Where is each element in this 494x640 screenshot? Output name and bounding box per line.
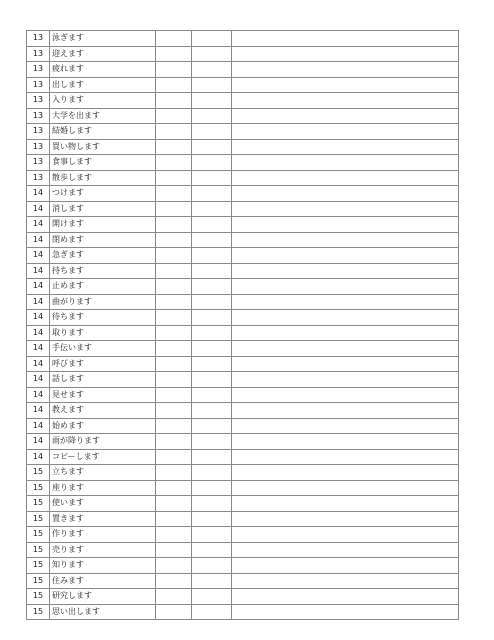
lesson-number-cell: 15	[27, 465, 50, 481]
table-row	[27, 93, 459, 109]
lesson-number-cell: 13	[27, 139, 50, 155]
blank-answer-cell-1	[156, 31, 192, 47]
lesson-number-cell: 14	[27, 217, 50, 233]
blank-answer-cell-3	[232, 155, 459, 171]
blank-answer-cell-3	[232, 604, 459, 620]
table-row	[27, 62, 459, 78]
table-row	[27, 263, 459, 279]
blank-answer-cell-2	[192, 170, 232, 186]
blank-answer-cell-1	[156, 310, 192, 326]
blank-answer-cell-2	[192, 387, 232, 403]
table-row	[27, 527, 459, 543]
blank-answer-cell-3	[232, 232, 459, 248]
lesson-number-cell: 13	[27, 170, 50, 186]
vocab-word-cell: 大学を出ます	[50, 108, 156, 124]
blank-answer-cell-2	[192, 139, 232, 155]
vocab-word-cell: 雨が降ります	[50, 434, 156, 450]
blank-answer-cell-1	[156, 93, 192, 109]
blank-answer-cell-3	[232, 325, 459, 341]
lesson-number-cell: 14	[27, 434, 50, 450]
blank-answer-cell-1	[156, 46, 192, 62]
vocab-word-cell: つけます	[50, 186, 156, 202]
table-row	[27, 77, 459, 93]
blank-answer-cell-1	[156, 108, 192, 124]
vocab-word-cell: 立ちます	[50, 465, 156, 481]
table-row	[27, 248, 459, 264]
blank-answer-cell-1	[156, 356, 192, 372]
blank-answer-cell-2	[192, 341, 232, 357]
blank-answer-cell-1	[156, 372, 192, 388]
blank-answer-cell-3	[232, 372, 459, 388]
blank-answer-cell-3	[232, 139, 459, 155]
blank-answer-cell-1	[156, 465, 192, 481]
blank-answer-cell-3	[232, 434, 459, 450]
blank-answer-cell-2	[192, 372, 232, 388]
vocab-word-cell: 置きます	[50, 511, 156, 527]
blank-answer-cell-1	[156, 434, 192, 450]
blank-answer-cell-3	[232, 201, 459, 217]
lesson-number-cell: 14	[27, 341, 50, 357]
blank-answer-cell-3	[232, 480, 459, 496]
blank-answer-cell-3	[232, 418, 459, 434]
table-row	[27, 558, 459, 574]
blank-answer-cell-3	[232, 356, 459, 372]
blank-answer-cell-2	[192, 279, 232, 295]
blank-answer-cell-1	[156, 527, 192, 543]
blank-answer-cell-2	[192, 434, 232, 450]
vocab-word-cell: 取ります	[50, 325, 156, 341]
lesson-number-cell: 13	[27, 124, 50, 140]
lesson-number-cell: 15	[27, 589, 50, 605]
table-row	[27, 465, 459, 481]
blank-answer-cell-2	[192, 232, 232, 248]
table-row	[27, 108, 459, 124]
lesson-number-cell: 15	[27, 527, 50, 543]
blank-answer-cell-2	[192, 527, 232, 543]
lesson-number-cell: 14	[27, 449, 50, 465]
blank-answer-cell-3	[232, 248, 459, 264]
lesson-number-cell: 13	[27, 62, 50, 78]
blank-answer-cell-1	[156, 403, 192, 419]
lesson-number-cell: 13	[27, 46, 50, 62]
lesson-number-cell: 13	[27, 31, 50, 47]
blank-answer-cell-3	[232, 341, 459, 357]
vocab-word-cell: 使います	[50, 496, 156, 512]
lesson-number-cell: 14	[27, 294, 50, 310]
blank-answer-cell-2	[192, 294, 232, 310]
blank-answer-cell-3	[232, 263, 459, 279]
vocab-word-cell: 話します	[50, 372, 156, 388]
blank-answer-cell-2	[192, 186, 232, 202]
vocab-word-cell: 持ちます	[50, 263, 156, 279]
table-row	[27, 589, 459, 605]
blank-answer-cell-1	[156, 449, 192, 465]
blank-answer-cell-3	[232, 46, 459, 62]
blank-answer-cell-2	[192, 418, 232, 434]
vocab-word-cell: 止めます	[50, 279, 156, 295]
blank-answer-cell-1	[156, 511, 192, 527]
lesson-number-cell: 13	[27, 155, 50, 171]
blank-answer-cell-2	[192, 263, 232, 279]
blank-answer-cell-1	[156, 589, 192, 605]
blank-answer-cell-3	[232, 511, 459, 527]
blank-answer-cell-1	[156, 186, 192, 202]
vocab-word-cell: 消します	[50, 201, 156, 217]
vocab-word-cell: 思い出します	[50, 604, 156, 620]
blank-answer-cell-1	[156, 263, 192, 279]
blank-answer-cell-3	[232, 542, 459, 558]
blank-answer-cell-3	[232, 573, 459, 589]
vocab-word-cell: 作ります	[50, 527, 156, 543]
table-row	[27, 186, 459, 202]
blank-answer-cell-3	[232, 589, 459, 605]
blank-answer-cell-3	[232, 310, 459, 326]
vocab-word-cell: 教えます	[50, 403, 156, 419]
blank-answer-cell-3	[232, 496, 459, 512]
table-row	[27, 387, 459, 403]
blank-answer-cell-1	[156, 542, 192, 558]
blank-answer-cell-1	[156, 217, 192, 233]
table-row	[27, 294, 459, 310]
blank-answer-cell-1	[156, 170, 192, 186]
blank-answer-cell-2	[192, 31, 232, 47]
vocab-word-cell: 結婚します	[50, 124, 156, 140]
vocab-word-cell: 開けます	[50, 217, 156, 233]
blank-answer-cell-1	[156, 387, 192, 403]
table-row	[27, 356, 459, 372]
blank-answer-cell-2	[192, 511, 232, 527]
lesson-number-cell: 13	[27, 93, 50, 109]
vocab-word-cell: 泳ぎます	[50, 31, 156, 47]
lesson-number-cell: 13	[27, 77, 50, 93]
blank-answer-cell-2	[192, 325, 232, 341]
lesson-number-cell: 14	[27, 325, 50, 341]
blank-answer-cell-2	[192, 465, 232, 481]
table-row	[27, 573, 459, 589]
lesson-number-cell: 14	[27, 232, 50, 248]
blank-answer-cell-1	[156, 496, 192, 512]
lesson-number-cell: 14	[27, 387, 50, 403]
table-row	[27, 403, 459, 419]
blank-answer-cell-1	[156, 201, 192, 217]
blank-answer-cell-1	[156, 248, 192, 264]
blank-answer-cell-3	[232, 62, 459, 78]
lesson-number-cell: 14	[27, 201, 50, 217]
table-row	[27, 325, 459, 341]
blank-answer-cell-1	[156, 77, 192, 93]
table-row	[27, 217, 459, 233]
blank-answer-cell-1	[156, 325, 192, 341]
blank-answer-cell-2	[192, 558, 232, 574]
blank-answer-cell-2	[192, 93, 232, 109]
blank-answer-cell-3	[232, 31, 459, 47]
blank-answer-cell-1	[156, 573, 192, 589]
blank-answer-cell-1	[156, 124, 192, 140]
lesson-number-cell: 15	[27, 480, 50, 496]
blank-answer-cell-2	[192, 46, 232, 62]
blank-answer-cell-2	[192, 217, 232, 233]
blank-answer-cell-2	[192, 155, 232, 171]
blank-answer-cell-2	[192, 449, 232, 465]
vocab-word-cell: コピーします	[50, 449, 156, 465]
blank-answer-cell-2	[192, 542, 232, 558]
blank-answer-cell-3	[232, 558, 459, 574]
lesson-number-cell: 14	[27, 279, 50, 295]
lesson-number-cell: 15	[27, 604, 50, 620]
blank-answer-cell-3	[232, 124, 459, 140]
vocab-word-cell: 売ります	[50, 542, 156, 558]
blank-answer-cell-2	[192, 403, 232, 419]
blank-answer-cell-3	[232, 527, 459, 543]
vocab-word-cell: 迎えます	[50, 46, 156, 62]
vocab-word-cell: 疲れます	[50, 62, 156, 78]
blank-answer-cell-3	[232, 170, 459, 186]
blank-answer-cell-1	[156, 418, 192, 434]
table-row	[27, 542, 459, 558]
lesson-number-cell: 14	[27, 356, 50, 372]
lesson-number-cell: 14	[27, 263, 50, 279]
vocab-word-cell: 始めます	[50, 418, 156, 434]
table-row	[27, 279, 459, 295]
table-row	[27, 310, 459, 326]
table-row	[27, 170, 459, 186]
blank-answer-cell-2	[192, 496, 232, 512]
table-row	[27, 232, 459, 248]
vocab-word-cell: 食事します	[50, 155, 156, 171]
vocab-word-cell: 閉めます	[50, 232, 156, 248]
lesson-number-cell: 13	[27, 108, 50, 124]
blank-answer-cell-1	[156, 558, 192, 574]
table-row	[27, 604, 459, 620]
blank-answer-cell-3	[232, 449, 459, 465]
blank-answer-cell-1	[156, 279, 192, 295]
lesson-number-cell: 15	[27, 496, 50, 512]
vocab-word-cell: 散歩します	[50, 170, 156, 186]
table-row	[27, 201, 459, 217]
table-row	[27, 480, 459, 496]
blank-answer-cell-3	[232, 186, 459, 202]
blank-answer-cell-3	[232, 93, 459, 109]
blank-answer-cell-1	[156, 62, 192, 78]
lesson-number-cell: 14	[27, 186, 50, 202]
vocab-word-cell: 呼びます	[50, 356, 156, 372]
vocab-word-cell: 待ちます	[50, 310, 156, 326]
blank-answer-cell-3	[232, 108, 459, 124]
blank-answer-cell-2	[192, 589, 232, 605]
blank-answer-cell-1	[156, 604, 192, 620]
blank-answer-cell-1	[156, 155, 192, 171]
vocab-table	[26, 30, 459, 620]
blank-answer-cell-2	[192, 604, 232, 620]
blank-answer-cell-2	[192, 124, 232, 140]
blank-answer-cell-1	[156, 294, 192, 310]
blank-answer-cell-3	[232, 279, 459, 295]
blank-answer-cell-3	[232, 403, 459, 419]
lesson-number-cell: 15	[27, 558, 50, 574]
blank-answer-cell-2	[192, 310, 232, 326]
table-row	[27, 449, 459, 465]
blank-answer-cell-1	[156, 341, 192, 357]
vocab-word-cell: 座ります	[50, 480, 156, 496]
lesson-number-cell: 15	[27, 511, 50, 527]
vocab-table-body	[27, 31, 459, 620]
blank-answer-cell-2	[192, 573, 232, 589]
blank-answer-cell-3	[232, 77, 459, 93]
lesson-number-cell: 14	[27, 248, 50, 264]
blank-answer-cell-2	[192, 356, 232, 372]
vocab-word-cell: 住みます	[50, 573, 156, 589]
blank-answer-cell-2	[192, 77, 232, 93]
table-row	[27, 496, 459, 512]
blank-answer-cell-1	[156, 232, 192, 248]
table-row	[27, 155, 459, 171]
vocab-word-cell: 知ります	[50, 558, 156, 574]
vocab-word-cell: 手伝います	[50, 341, 156, 357]
vocab-word-cell: 入ります	[50, 93, 156, 109]
lesson-number-cell: 14	[27, 403, 50, 419]
lesson-number-cell: 15	[27, 573, 50, 589]
blank-answer-cell-2	[192, 248, 232, 264]
vocab-word-cell: 見せます	[50, 387, 156, 403]
lesson-number-cell: 14	[27, 372, 50, 388]
lesson-number-cell: 15	[27, 542, 50, 558]
blank-answer-cell-2	[192, 480, 232, 496]
table-row	[27, 124, 459, 140]
blank-answer-cell-3	[232, 294, 459, 310]
blank-answer-cell-3	[232, 465, 459, 481]
vocab-word-cell: 急ぎます	[50, 248, 156, 264]
blank-answer-cell-3	[232, 387, 459, 403]
blank-answer-cell-2	[192, 108, 232, 124]
table-row	[27, 31, 459, 47]
vocab-word-cell: 曲がります	[50, 294, 156, 310]
vocab-word-cell: 出します	[50, 77, 156, 93]
table-row	[27, 372, 459, 388]
blank-answer-cell-3	[232, 217, 459, 233]
blank-answer-cell-1	[156, 480, 192, 496]
table-row	[27, 46, 459, 62]
blank-answer-cell-2	[192, 62, 232, 78]
lesson-number-cell: 14	[27, 418, 50, 434]
blank-answer-cell-2	[192, 201, 232, 217]
table-row	[27, 418, 459, 434]
blank-answer-cell-1	[156, 139, 192, 155]
vocab-word-cell: 研究します	[50, 589, 156, 605]
table-row	[27, 341, 459, 357]
vocab-word-cell: 買い物します	[50, 139, 156, 155]
lesson-number-cell: 14	[27, 310, 50, 326]
table-row	[27, 434, 459, 450]
table-row	[27, 139, 459, 155]
table-row	[27, 511, 459, 527]
